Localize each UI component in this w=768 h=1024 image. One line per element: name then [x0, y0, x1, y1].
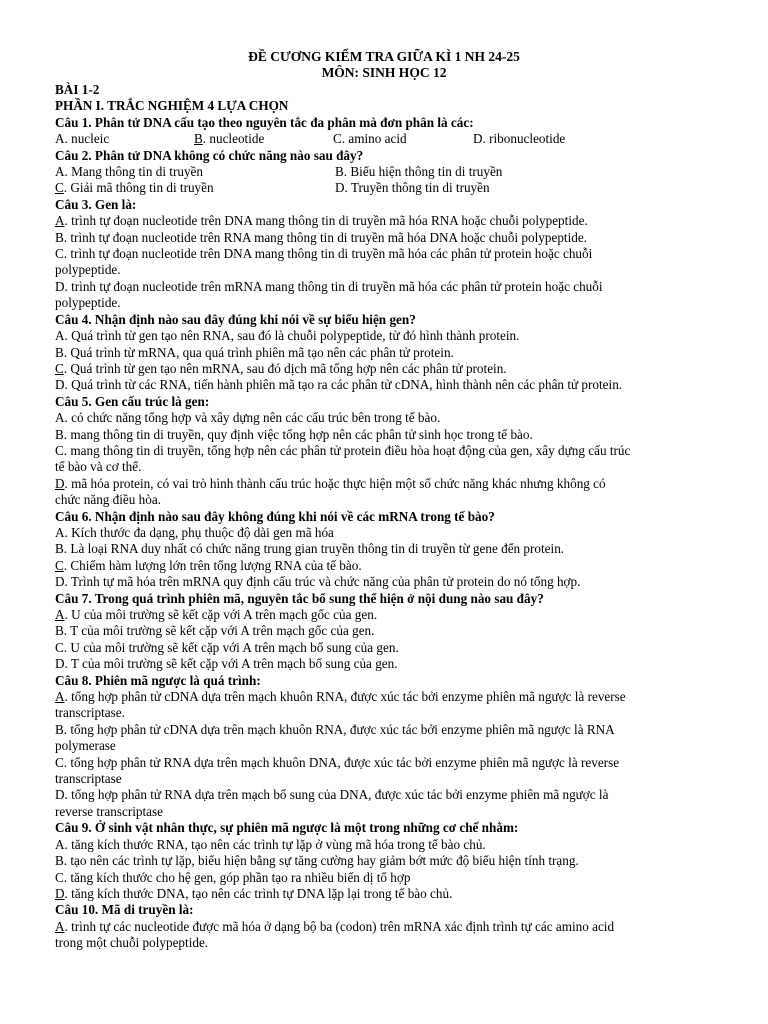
q3-option-d-line2: polypeptide.: [55, 295, 121, 311]
q3-option-d-line1: D. trình tự đoạn nucleotide trên mRNA mang thông tin di truyền mã hóa các phân tử protein hoặc chuỗi: [55, 278, 603, 294]
question-1: Câu 1. Phân tử DNA cấu tạo theo nguyên tắc đa phân mà đơn phân là các:: [55, 114, 474, 130]
document-subject: MÔN: SINH HỌC 12: [321, 65, 447, 80]
q3-option-c-line1: C. trình tự đoạn nucleotide trên DNA mang thông tin di truyền mã hóa các phân tử protein hoặc chuỗi: [55, 246, 593, 262]
q8-option-c-line1: C. tổng hợp phân tử RNA dựa trên mạch khuôn DNA, được xúc tác bởi enzyme phiên mã ngược là reverse: [55, 754, 620, 770]
q8-option-d-line2: reverse transcriptase: [55, 803, 164, 819]
q6-option-c: [55, 558, 745, 574]
q10-option-a-line1: [55, 919, 745, 935]
q9-option-d-text: . tăng kích thước DNA, tạo nên các trình tự DNA lặp lại trong tế bào chủ.: [64, 885, 453, 901]
q4-option-d: D. Quá trình từ các RNA, tiến hành phiên mã tạo ra các phân tử cDNA, hình thành nên các phân tử protein.: [55, 377, 623, 393]
q7-option-b: B. T của môi trường sẽ kết cặp với A trên mạch gốc của gen.: [55, 623, 375, 639]
q1-option-b-text: . nucleotide: [202, 131, 265, 147]
q2-option-d: D. Truyền thông tin di truyền: [335, 180, 490, 196]
document-title: ĐỀ CƯƠNG KIỂM TRA GIỮA KÌ 1 NH 24-25: [248, 49, 520, 64]
q8-option-a-line1: [55, 689, 745, 705]
q4-option-b: B. Quá trình từ mRNA, qua quá trình phiên mã tạo nên các phân tử protein.: [55, 344, 454, 360]
q5-option-d-line1: [55, 476, 745, 492]
q9-option-c: C. tăng kích thước cho hệ gen, góp phần tạo ra nhiều biến dị tổ hợp: [55, 869, 411, 885]
q3-option-a: [55, 213, 745, 229]
q7-option-d: D. T của môi trường sẽ kết cặp với A trên mạch bổ sung của gen.: [55, 656, 398, 672]
part-heading: PHẦN I. TRẮC NGHIỆM 4 LỰA CHỌN: [55, 98, 289, 114]
q10-answer-letter: A: [55, 918, 65, 934]
q10-option-a-line2: trong một chuỗi polypeptide.: [55, 935, 209, 951]
q2-option-b: B. Biểu hiện thông tin di truyền: [335, 164, 503, 180]
question-5: Câu 5. Gen cấu trúc là gen:: [55, 393, 210, 409]
q3-option-a-text: . trình tự đoạn nucleotide trên DNA mang thông tin di truyền mã hóa RNA hoặc chuỗi polypeptide.: [64, 213, 588, 229]
q1-option-c: C. amino acid: [333, 131, 407, 147]
q6-option-a: A. Kích thước đa dạng, phụ thuộc độ dài gen mã hóa: [55, 524, 334, 540]
q8-answer-letter: A: [55, 689, 65, 705]
q9-option-d: [55, 886, 745, 902]
q4-answer-letter: C: [55, 360, 64, 376]
q5-option-d-text: . mã hóa protein, có vai trò hình thành cấu trúc hoặc thực hiện một số chức năng khác nhưng không có: [64, 475, 606, 491]
q2-answer-letter: C: [55, 180, 64, 196]
question-2-options-cd: [55, 180, 745, 196]
q3-option-c-line2: polypeptide.: [55, 262, 121, 278]
question-8: Câu 8. Phiên mã ngược là quá trình:: [55, 672, 261, 688]
q8-option-b-line2: polymerase: [55, 738, 116, 754]
q8-option-c-line2: transcriptase: [55, 771, 122, 787]
q5-option-b: B. mang thông tin di truyền, quy định việc tổng hợp nên các phân tử sinh học trong tế bào.: [55, 426, 533, 442]
question-1-options: [55, 131, 745, 147]
q2-option-a: A. Mang thông tin di truyền: [55, 164, 203, 180]
question-4: Câu 4. Nhận định nào sau đây đúng khi nói về sự biểu hiện gen?: [55, 311, 416, 327]
q8-option-a-line2: transcriptase.: [55, 705, 125, 721]
q9-answer-letter: D: [55, 885, 65, 901]
q10-option-a-text: . trình tự các nucleotide được mã hóa ở dạng bộ ba (codon) trên mRNA xác định trình tự các amino acid: [64, 918, 615, 934]
q6-option-d: D. Trình tự mã hóa trên mRNA quy định cấu trúc và chức năng của phân tử protein do nó tổng hợp.: [55, 574, 581, 590]
question-9: Câu 9. Ở sinh vật nhân thực, sự phiên mã ngược là một trong những cơ chế nhằm:: [55, 820, 519, 836]
q5-option-c-line1: C. mang thông tin di truyền, tổng hợp nên các phân tử protein điều hòa hoạt động của gen, xây dựng cấu trúc: [55, 442, 631, 458]
q1-answer-letter: B: [194, 131, 203, 147]
q4-option-c: [55, 361, 745, 377]
q7-option-c: C. U của môi trường sẽ kết cặp với A trên mạch bổ sung của gen.: [55, 639, 399, 655]
q8-option-b-line1: B. tổng hợp phân tử cDNA dựa trên mạch khuôn RNA, được xúc tác bởi enzyme phiên mã ngược là RNA: [55, 721, 615, 737]
question-2: Câu 2. Phân tử DNA không có chức năng nào sau đây?: [55, 147, 364, 163]
question-10: Câu 10. Mã di truyền là:: [55, 902, 194, 918]
q6-option-c-text: . Chiếm hàm lượng lớn trên tổng lượng RNA của tế bào.: [63, 557, 362, 573]
q6-answer-letter: C: [55, 557, 64, 573]
q1-option-b: [194, 131, 333, 147]
q4-option-a: A. Quá trình từ gen tạo nên RNA, sau đó là chuỗi polypeptide, từ đó hình thành protein.: [55, 328, 520, 344]
question-2-options-ab: [55, 164, 745, 180]
q7-option-a: [55, 607, 745, 623]
q5-answer-letter: D: [55, 475, 65, 491]
q7-answer-letter: A: [55, 607, 65, 622]
q7-option-a-text: . U của môi trường sẽ kết cặp với A trên mạch gốc của gen.: [64, 607, 378, 622]
q8-option-d-line1: D. tổng hợp phân tử RNA dựa trên mạch bổ sung của DNA, được xúc tác bởi enzyme phiên mã ngược là: [55, 787, 609, 803]
document-body: [55, 82, 745, 952]
q5-option-a: A. có chức năng tổng hợp và xây dựng nên các cấu trúc bên trong tế bào.: [55, 410, 441, 426]
q6-option-b: B. Là loại RNA duy nhất có chức năng trung gian truyền thông tin di truyền từ gene đến protein.: [55, 541, 565, 557]
q5-option-c-line2: tế bào và cơ thể.: [55, 459, 142, 475]
q3-answer-letter: A: [55, 213, 65, 229]
q8-option-a-text: . tổng hợp phân tử cDNA dựa trên mạch khuôn RNA, được xúc tác bởi enzyme phiên mã ngược là reverse: [64, 689, 626, 705]
q5-option-d-line2: chức năng điều hòa.: [55, 492, 162, 508]
q2-option-c: [55, 180, 335, 196]
q9-option-a: A. tăng kích thước RNA, tạo nên các trình tự lặp ở vùng mã hóa trong tế bào chủ.: [55, 836, 486, 852]
q1-option-d: D. ribonucleotide: [473, 131, 566, 147]
question-7: Câu 7. Trong quá trình phiên mã, nguyên tắc bổ sung thể hiện ở nội dung nào sau đây?: [55, 590, 544, 606]
lesson-heading: BÀI 1-2: [55, 82, 100, 97]
q1-option-a: A. nucleic: [55, 131, 110, 147]
q4-option-c-text: . Quá trình từ gen tạo nên mRNA, sau đó dịch mã tổng hợp nên các phân tử protein.: [63, 360, 507, 376]
q3-option-b: B. trình tự đoạn nucleotide trên RNA mang thông tin di truyền mã hóa DNA hoặc chuỗi polypeptide.: [55, 229, 587, 245]
q9-option-b: B. tạo nên các trình tự lặp, biểu hiện bằng sự tăng cường hay giảm bớt mức độ biểu hiện tính trạng.: [55, 853, 579, 869]
q2-option-c-text: . Giải mã thông tin di truyền: [63, 180, 214, 196]
document-header: [0, 49, 768, 81]
question-6: Câu 6. Nhận định nào sau đây không đúng khi nói về các mRNA trong tế bào?: [55, 508, 495, 524]
question-3: Câu 3. Gen là:: [55, 196, 137, 212]
